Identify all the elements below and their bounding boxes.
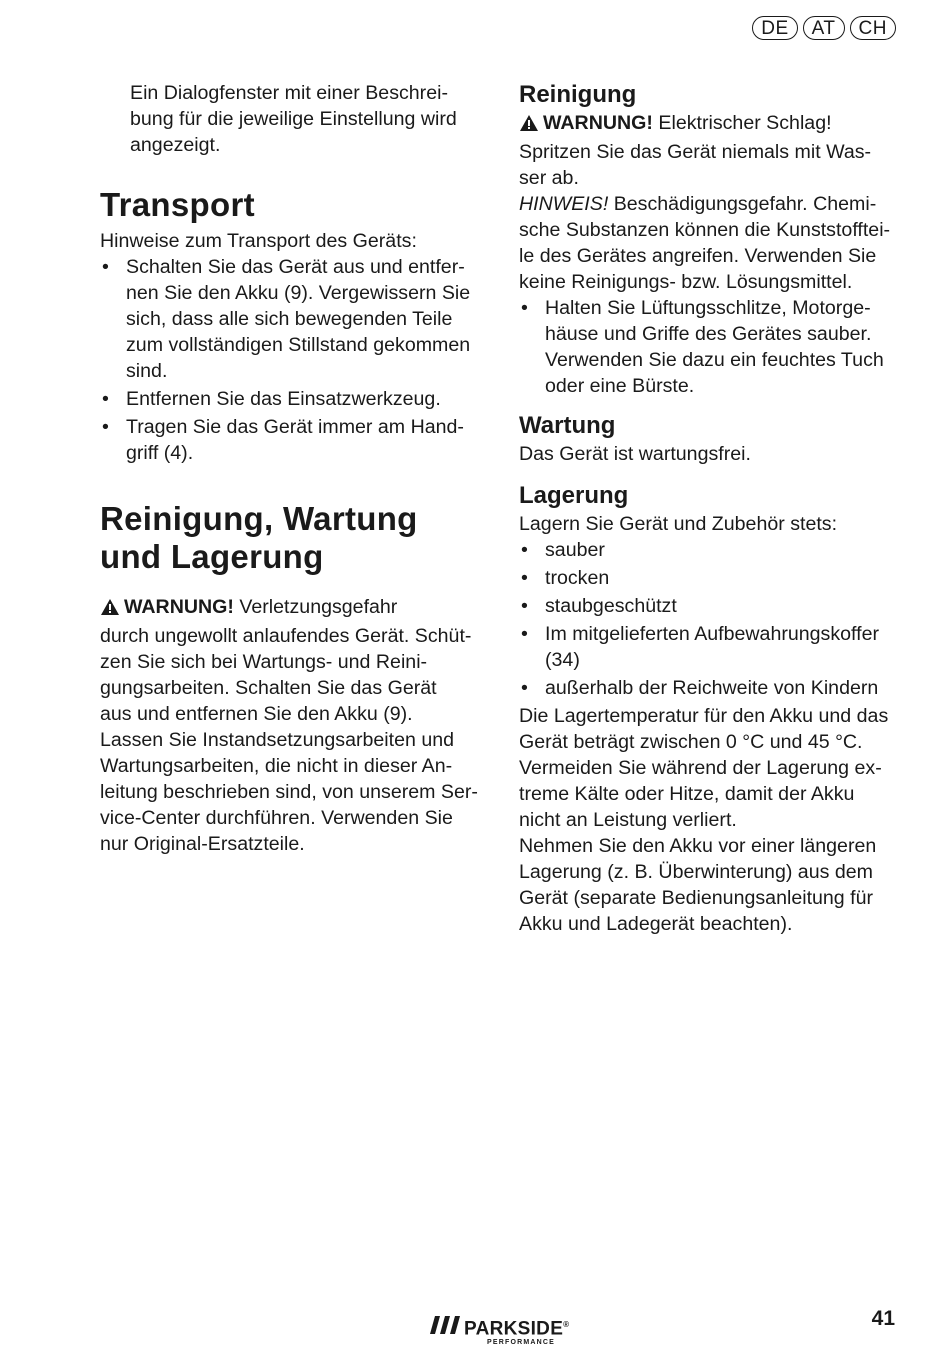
warning-triangle-icon bbox=[100, 597, 120, 623]
warning-label: WARNUNG! bbox=[124, 596, 234, 618]
care-paragraph: Lassen Sie Instandsetzungsarbeiten und Wartungsarbeiten, die nicht in dieser An- leitung beschrieben sind, von unserem Ser- vice-Center durchführen. Verwenden Sie nur Original-Ersatzteile. bbox=[100, 729, 478, 855]
care-heading: Reinigung, Wartung und Lagerung bbox=[100, 500, 418, 575]
intro-line: bung für die jeweilige Einstellung wird bbox=[130, 108, 457, 130]
intro-paragraph bbox=[130, 80, 485, 158]
notice-label: HINWEIS! bbox=[519, 193, 609, 215]
country-badges bbox=[752, 16, 896, 40]
list-item: • Halten Sie Lüftungsschlitze, Motorge- häuse und Griffe des Gerätes sauber. Verwenden Sie dazu ein feuchtes Tuch oder eine Bürste. bbox=[519, 295, 904, 399]
left-column bbox=[100, 80, 485, 857]
list-item: • staubgeschützt bbox=[519, 593, 904, 619]
country-badge-ch: CH bbox=[850, 16, 896, 40]
care-warning: WARNUNG! Verletzungsgefahr durch ungewollt anlaufendes Gerät. Schüt- zen Sie sich bei Wartungs- und Reini- gungsarbeiten. Schalten Sie das Gerät aus und entfernen Sie den Akku (9). bbox=[100, 596, 472, 725]
warning-label: WARNUNG! bbox=[543, 112, 653, 134]
transport-heading: Transport bbox=[100, 186, 255, 223]
intro-line: angezeigt. bbox=[130, 134, 221, 156]
list-item: • sauber bbox=[519, 537, 904, 563]
brand-subline: PERFORMANCE bbox=[487, 1339, 556, 1346]
country-badge-at: AT bbox=[803, 16, 845, 40]
maintenance-heading: Wartung bbox=[519, 412, 616, 439]
logo-stripes-icon bbox=[430, 1316, 460, 1334]
transport-intro: Hinweise zum Transport des Geräts: bbox=[100, 230, 417, 252]
list-item: • Schalten Sie das Gerät aus und entfer- nen Sie den Akku (9). Vergewissern Sie sich, dass alle sich bewegenden Teile zum vollständigen Stillstand gekommen sind. bbox=[100, 254, 485, 384]
cleaning-heading: Reinigung bbox=[519, 81, 637, 108]
list-item: • Tragen Sie das Gerät immer am Hand- griff (4). bbox=[100, 414, 485, 466]
right-column bbox=[519, 80, 904, 937]
transport-list bbox=[100, 254, 485, 466]
cleaning-notice: HINWEIS! Beschädigungsgefahr. Chemi- sche Substanzen können die Kunststofftei- le des Gerätes angreifen. Verwenden Sie keine Reinigungs- bzw. Lösungsmittel. bbox=[519, 193, 891, 293]
warning-triangle-icon bbox=[519, 113, 539, 139]
list-item: • Entfernen Sie das Einsatzwerkzeug. bbox=[100, 386, 485, 412]
storage-temperature-paragraph: Die Lagertemperatur für den Akku und das Gerät beträgt zwischen 0 °C und 45 °C. Vermeiden Sie während der Lagerung ex- treme Kälte oder Hitze, damit der Akku nicht an Leistung verliert. bbox=[519, 705, 889, 831]
cleaning-warning: WARNUNG! Elektrischer Schlag! Spritzen Sie das Gerät niemals mit Was- ser ab. bbox=[519, 112, 872, 189]
page-number: 41 bbox=[871, 1307, 895, 1330]
cleaning-list bbox=[519, 295, 904, 399]
intro-line: Ein Dialogfenster mit einer Beschrei- bbox=[130, 82, 448, 104]
list-item: • Im mitgelieferten Aufbewahrungskoffer (34) bbox=[519, 621, 904, 673]
storage-list bbox=[519, 537, 904, 701]
brand-name: PARKSIDE® bbox=[464, 1318, 570, 1340]
list-item: • außerhalb der Reichweite von Kindern bbox=[519, 675, 904, 701]
list-item: • trocken bbox=[519, 565, 904, 591]
storage-intro: Lagern Sie Gerät und Zubehör stets: bbox=[519, 513, 838, 535]
storage-battery-paragraph: Nehmen Sie den Akku vor einer längeren Lagerung (z. B. Überwinterung) aus dem Gerät (separate Bedienungsanleitung für Akku und Ladegerät beachten). bbox=[519, 835, 877, 935]
parkside-logo bbox=[430, 1314, 590, 1350]
maintenance-text: Das Gerät ist wartungsfrei. bbox=[519, 443, 751, 465]
country-badge-de: DE bbox=[752, 16, 797, 40]
storage-heading: Lagerung bbox=[519, 482, 629, 509]
